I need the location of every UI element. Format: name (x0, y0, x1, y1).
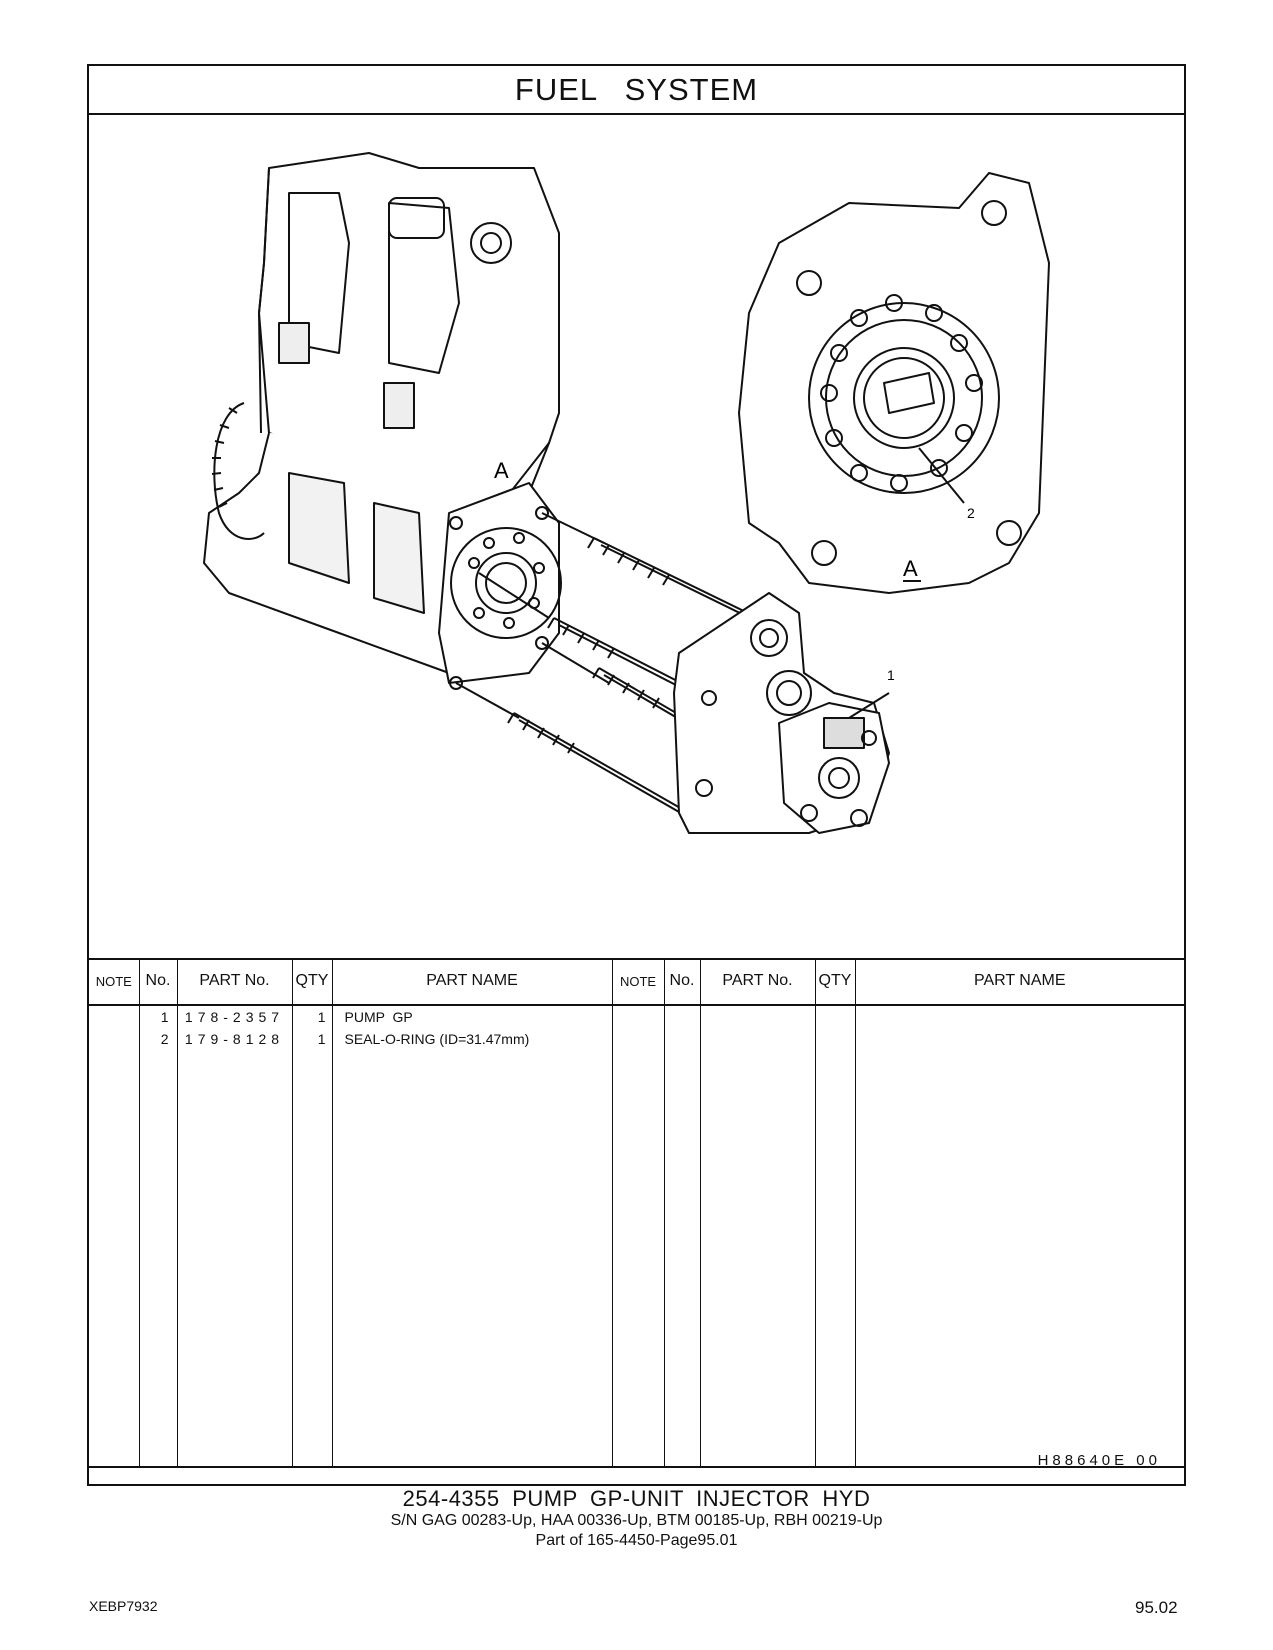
no-column-right (664, 1005, 700, 1466)
page-number: 95.02 (1135, 1598, 1178, 1617)
part-name-column-right (855, 1005, 1184, 1466)
note-column-right (612, 1005, 664, 1466)
page-title: FUEL SYSTEM (89, 66, 1184, 115)
header-note-right: NOTE (612, 958, 664, 1005)
header-qty-left: QTY (292, 958, 332, 1005)
illustration-id: H88640E 00 (1037, 1452, 1161, 1469)
row-1-part-no: 178-2357 (184, 1009, 285, 1025)
row-2-part-no: 179-8128 (184, 1031, 285, 1047)
header-no-right: No. (664, 958, 700, 1005)
table-header-row (89, 958, 1184, 1005)
header-part-name-right: PART NAME (855, 958, 1184, 1005)
row-1-no: 1 (160, 1009, 169, 1025)
row-2-qty: 1 (317, 1031, 326, 1047)
qty-column-left (292, 1005, 332, 1466)
part-no-column-left (177, 1005, 292, 1466)
table-bottom-rule (89, 1466, 1184, 1468)
page-frame (87, 64, 1186, 1486)
callout-1: 1 (887, 667, 895, 683)
row-1-part-name: PUMP GP (344, 1009, 413, 1025)
header-note-left: NOTE (89, 958, 139, 1005)
serial-numbers: S/N GAG 00283-Up, HAA 00336-Up, BTM 00185-Up, RBH 00219-Up (390, 1512, 883, 1529)
header-part-no-right: PART No. (700, 958, 815, 1005)
note-column-left (89, 1005, 139, 1466)
header-qty-right: QTY (815, 958, 855, 1005)
view-label-a-detail: A (903, 556, 918, 581)
table-body (89, 1005, 1184, 1466)
row-2-no: 2 (160, 1031, 169, 1047)
document-id: XEBP7932 (89, 1598, 158, 1614)
header-no-left: No. (139, 958, 177, 1005)
parts-illustration (89, 113, 1184, 960)
group-title: 254-4355 PUMP GP-UNIT INJECTOR HYD (402, 1486, 871, 1511)
pump-exploded-drawing (89, 113, 1184, 958)
row-2-part-name: SEAL-O-RING (ID=31.47mm) (344, 1031, 530, 1047)
part-of-reference: Part of 165-4450-Page95.01 (535, 1532, 738, 1549)
view-label-a-main: A (494, 458, 509, 483)
parts-table (89, 958, 1184, 1466)
callout-2: 2 (967, 505, 975, 521)
part-name-column-left (332, 1005, 612, 1466)
qty-column-right (815, 1005, 855, 1466)
part-no-column-right (700, 1005, 815, 1466)
row-1-qty: 1 (317, 1009, 326, 1025)
no-column-left (139, 1005, 177, 1466)
header-part-no-left: PART No. (177, 958, 292, 1005)
header-part-name-left: PART NAME (332, 958, 612, 1005)
